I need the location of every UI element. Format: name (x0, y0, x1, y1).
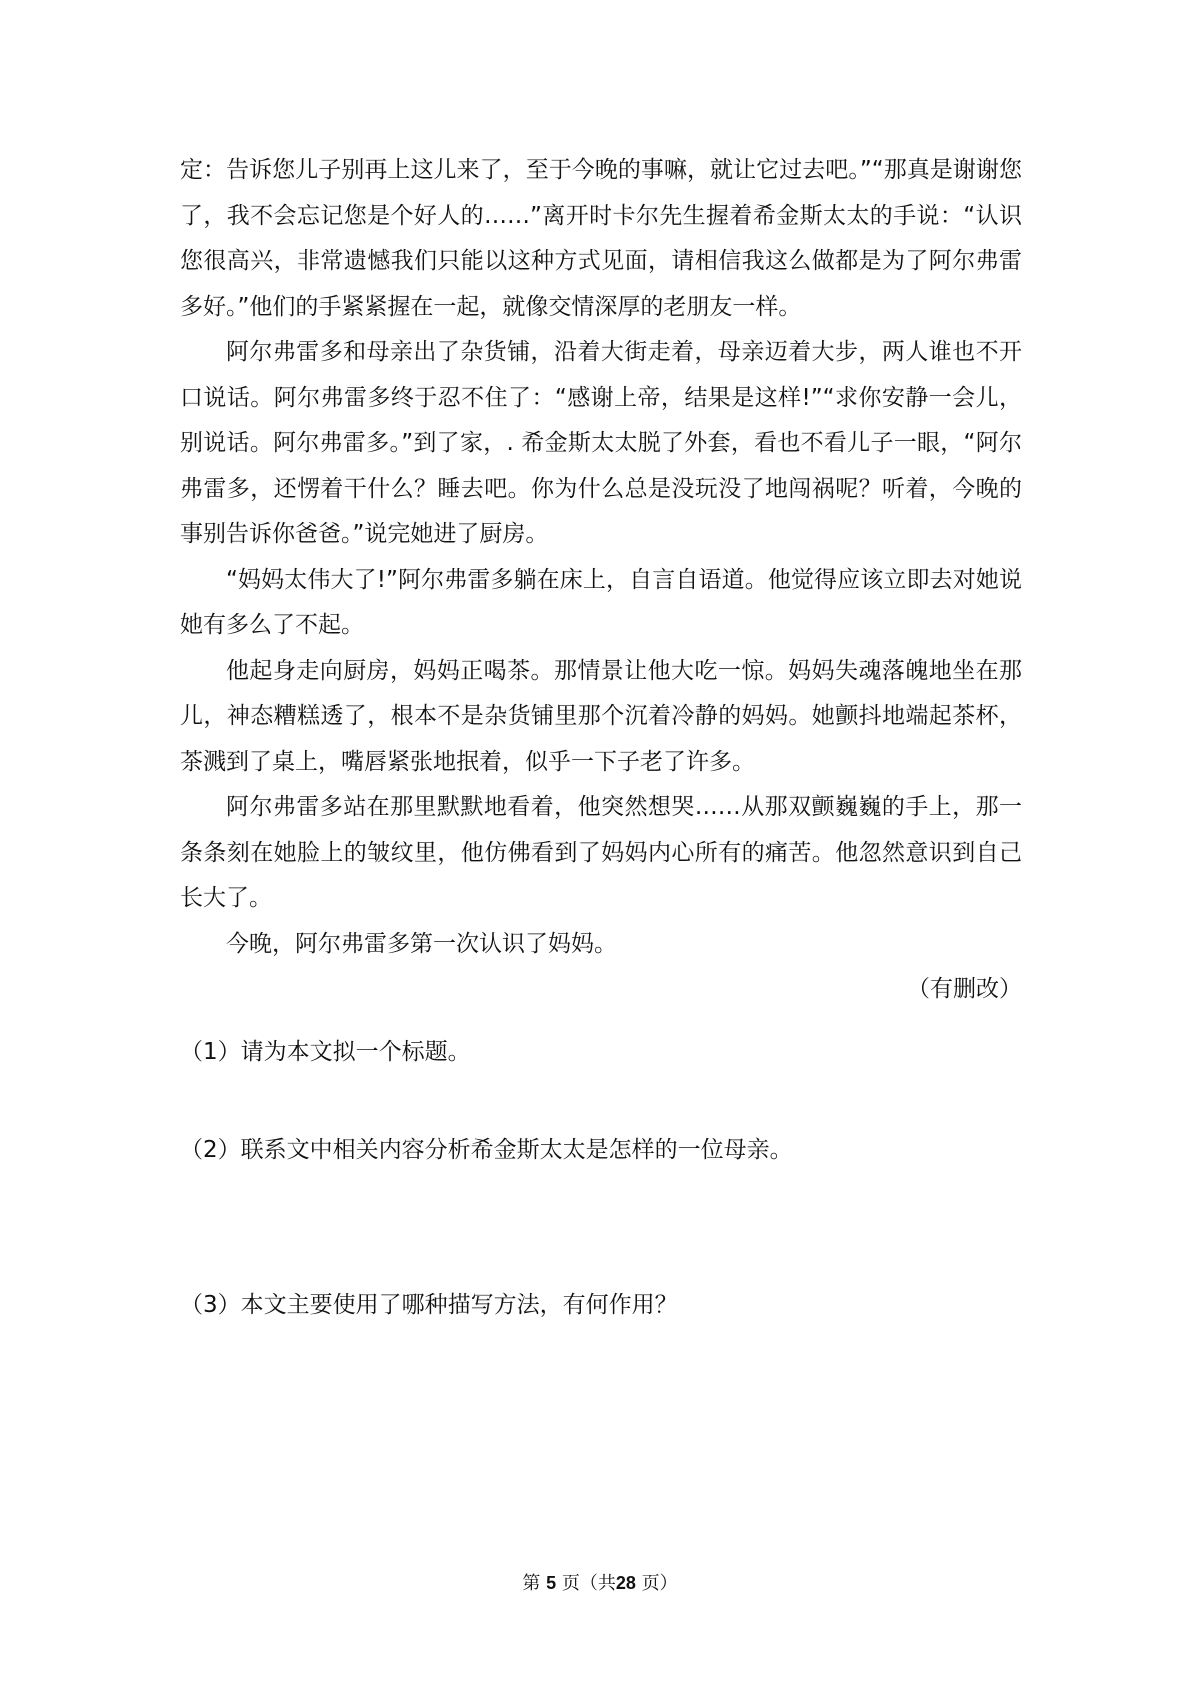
passage-paragraph-2: 阿尔弗雷多和母亲出了杂货铺，沿着大街走着，母亲迈着大步，两人谁也不开口说话。阿尔弗雷多终于忍不住了：“感谢上帝，结果是这样!”“求你安静一会儿，别说话。阿尔弗雷多。”到了家，. 希金斯太太脱了外套，看也不看儿子一眼，“阿尔弗雷多，还愣着干什么？睡去吧。你为什么总是没玩没了地闯祸呢？听着，今晚的事别告诉你爸爸。”说完她进了厨房。 (180, 339, 1022, 547)
passage-paragraph-4: 他起身走向厨房，妈妈正喝茶。那情景让他大吃一惊。妈妈失魂落魄地坐在那儿，神态糟糕透了，根本不是杂货铺里那个沉着冷静的妈妈。她颤抖地端起茶杯，茶溅到了桌上，嘴唇紧张地抿着，似乎一下子老了许多。 (180, 657, 1022, 775)
passage-paragraph-5: 阿尔弗雷多站在那里默默地看着，他突然想哭……从那双颤巍巍的手上，那一条条刻在她脸上的皱纹里，他仿佛看到了妈妈内心所有的痛苦。他忽然意识到自己长大了。 (180, 794, 1022, 911)
passage-paragraph-3: “妈妈太伟大了!”阿尔弗雷多躺在床上，自言自语道。他觉得应该立即去对她说她有多么了不起。 (180, 566, 1022, 638)
question-1: （1）请为本文拟一个标题。 (180, 1039, 471, 1065)
passage (180, 148, 1022, 1013)
footer-suffix: 页） (641, 1573, 678, 1594)
footer-page-number: 5 (546, 1573, 557, 1593)
question-2: （2）联系文中相关内容分析希金斯太太是怎样的一位母亲。 (180, 1137, 793, 1163)
footer-middle: 页（共 (561, 1573, 616, 1594)
page-footer (0, 1571, 1200, 1596)
attribution-note: （有删改） (907, 976, 1022, 1002)
question-3: （3）本文主要使用了哪种描写方法，有何作用？ (180, 1292, 678, 1318)
passage-paragraph-6: 今晚，阿尔弗雷多第一次认识了妈妈。 (226, 930, 617, 957)
footer-total-pages: 28 (615, 1573, 636, 1593)
passage-paragraph-1: 定：告诉您儿子别再上这儿来了，至于今晚的事嘛，就让它过去吧。”“那真是谢谢您了，我不会忘记您是个好人的……”离开时卡尔先生握着希金斯太太的手说：“认识您很高兴，非常遗憾我们只能以这种方式见面，请相信我这么做都是为了阿尔弗雷多好。”他们的手紧紧握在一起，就像交情深厚的老朋友一样。 (180, 157, 1022, 320)
footer-prefix: 第 (522, 1573, 541, 1594)
